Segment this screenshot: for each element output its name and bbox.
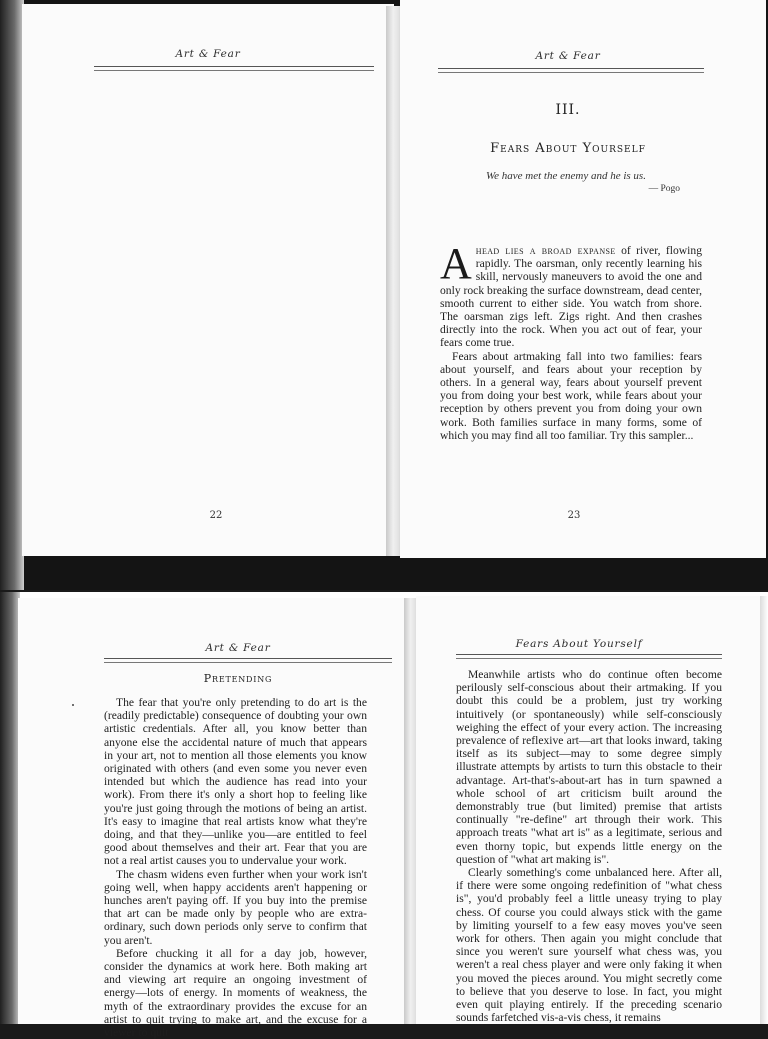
paragraph-3: Before chucking it all for a day job, however, consider the dynamics at work here. Both making art and viewing art require an ongoing investment of energy—lots of energy. In moments of weakness, the myth of the extraordinary provides the excuse for an artist to quit trying to make art, and the excuse for a viewer to quit — [104, 946, 367, 1039]
page-fears-about-yourself — [416, 596, 768, 1024]
running-head-rule-thin — [94, 70, 374, 71]
running-head: Fears About Yourself — [515, 638, 643, 650]
lead-in: head lies a broad expanse — [475, 244, 616, 257]
running-head-rule — [104, 658, 392, 659]
page-edge — [760, 596, 768, 1024]
drop-cap: A — [440, 239, 472, 288]
section-text-continued — [456, 668, 722, 1024]
chapter-title: Fears About Yourself — [490, 141, 646, 156]
page-number: 23 — [567, 510, 581, 521]
chapter-opening-text — [440, 239, 702, 442]
running-head-rule — [438, 68, 704, 69]
running-head-rule — [94, 66, 374, 67]
paragraph-2: Clearly something's come unbalanced here. After all, if there were some ongoing redefinition of "what chess is", you'd probably feel a little uneasy trying to play chess. Of course you could always stick with the game by limiting yourself to a few easy moves you've seen work for others. Then again you might conclude that since you weren't sure yourself what chess was, you weren't a real chess player and were only faking it when you moved the pieces around. You might secretly come to believe that you deserve to lose. In fact, you might even quit playing entirely. If the preceding scenario sounds farfetched vis-a-vis chess, it remains — [456, 866, 722, 1025]
running-head: Art & Fear — [175, 48, 241, 60]
section-text — [104, 696, 367, 1039]
running-head-rule-thin — [456, 658, 722, 659]
running-head-rule — [456, 654, 722, 655]
page-pretending — [18, 598, 410, 1039]
left-binding-shadow — [0, 592, 20, 1024]
epigraph: We have met the enemy and he is us. — [486, 170, 646, 182]
section-title: Pretending — [203, 672, 273, 685]
running-head-rule-thin — [438, 72, 704, 73]
bottom-spread-scan — [0, 592, 768, 1039]
running-head: Art & Fear — [205, 642, 271, 654]
paragraph-2: The chasm widens even further when your work isn't going well, when happy accidents aren't happening or hunches aren't paying off. If you buy into the premise that art can be made only by people who are extra-ordinary, such down periods only serve to confirm that you aren't. — [104, 867, 367, 947]
running-head-rule-thin — [104, 662, 392, 663]
page-number: 22 — [209, 510, 223, 521]
speck — [72, 704, 74, 706]
page-22 — [22, 4, 394, 556]
paragraph-2: Fears about artmaking fall into two families: fears about yourself, and fears about your reception by others. In a general way, fears about yourself prevent you from doing your best work, while fears about your reception by others prevent you from doing your own work. Both families surface in many forms, some of which you may find all too familiar. Try this sampler... — [440, 349, 702, 442]
page-23 — [400, 0, 766, 558]
chapter-number: III. — [555, 102, 581, 118]
paragraph-1: Meanwhile artists who do continue often become perilously self-conscious about their artmaking. If you doubt this could be a problem, just try working intuitively (or spontaneously) while self-consciously weighing the effect of your every action. The increasing prevalence of reflexive art—art that looks inward, taking itself as its subject—may to some degree simply illustrate attempts by artists to turn this obstacle to their advantage. Art-that's-about-art has in turn spawned a whole school of art criticism built around the demonstrably true (but limited) premise that artists continually "re-define" art through their work. This approach treats "what art is" as a legitimate, serious and even thorny topic, but expends little energy on the question of "what art making is". — [456, 668, 722, 866]
left-binding-shadow — [0, 0, 24, 590]
paragraph-1: The fear that you're only pretending to do art is the (readily predictable) consequence of doubting your own artistic credentials. After all, you know better than anyone else the accidental nature of much that appears in your art, not to mention all those elements you know originated with others (and even some you never even intended but which the audience has read into your work). From there it's only a short hop to feeling like you're just going through the motions of being an artist. It's easy to imagine that real artists know what they're doing, and that they—unlike you—are entitled to feel good about themselves and their art. Fear that you are not a real artist causes you to undervalue your work. — [104, 696, 367, 868]
running-head: Art & Fear — [535, 50, 601, 62]
epigraph-attribution: — Pogo — [648, 184, 680, 194]
paragraph-1-rest: of river, flowing rapidly. The oarsman, only recently learning his skill, nervously maneuvers to avoid the one and only rock breaking the surface downstream, dead center, smooth current to either side. You watch from shore. The oarsman zigs left. Zigs right. And then crashes directly into the rock. When you act out of fear, your fears come true. — [440, 244, 702, 350]
